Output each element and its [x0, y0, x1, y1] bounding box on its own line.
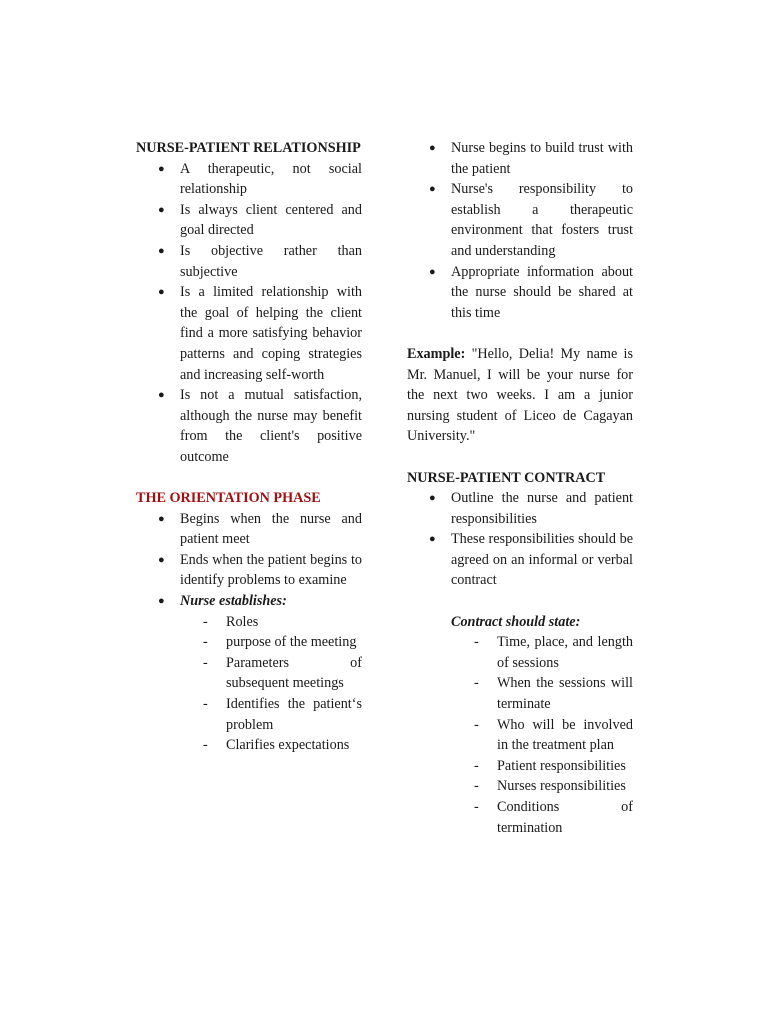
list-item: - Identifies the patient‘s problem: [136, 694, 362, 735]
list-item: ● A therapeutic, not social relationship: [136, 159, 362, 200]
orientation-list: [136, 509, 362, 612]
list-item: ● Is a limited relationship with the goal of helping the client find a more satisfying behavior patterns and coping strategies and increasing self-worth: [136, 282, 362, 385]
list-item: ● These responsibilities should be agreed on an informal or verbal contract: [407, 529, 633, 591]
spacer: [407, 591, 633, 612]
spacer: [407, 447, 633, 468]
list-item: ● Is not a mutual satisfaction, although the nurse may benefit from the client's positive outcome: [136, 385, 362, 467]
list-item: - When the sessions will terminate: [407, 673, 633, 714]
nurse-establishes-label: Nurse establishes:: [180, 593, 287, 610]
heading-nurse-patient-contract: NURSE-PATIENT CONTRACT: [407, 469, 606, 486]
list-item: - Conditions of termination: [407, 797, 633, 838]
contract-list: [407, 488, 633, 591]
list-item: - Clarifies expectations: [136, 735, 362, 756]
example-paragraph: [407, 344, 633, 447]
spacer: [407, 323, 633, 344]
relationship-list: [136, 159, 362, 468]
nurse-establishes-list: [136, 612, 362, 756]
list-item: ● Appropriate information about the nurse should be shared at this time: [407, 262, 633, 324]
list-item: - Nurses responsibilities: [407, 776, 633, 797]
list-item: ● Nurse's responsibility to establish a therapeutic environment that fosters trust and understanding: [407, 179, 633, 261]
heading-nurse-patient-relationship: NURSE-PATIENT RELATIONSHIP: [136, 140, 361, 156]
list-item: - Time, place, and length of sessions: [407, 632, 633, 673]
list-item: - Patient responsibilities: [407, 756, 633, 777]
spacer: [136, 468, 362, 489]
list-item: ● Outline the nurse and patient responsibilities: [407, 488, 633, 529]
trust-list: [407, 138, 633, 323]
list-item: ● Is objective rather than subjective: [136, 241, 362, 282]
left-column: [136, 138, 362, 756]
example-text: "Hello, Delia! My name is Mr. Manuel, I will be your nurse for the next two weeks. I am a junior nursing student of Liceo de Cagayan University.": [407, 345, 633, 445]
list-item: - Who will be involved in the treatment plan: [407, 715, 633, 756]
list-item-nurse-establishes: [136, 591, 362, 612]
list-item: ● Begins when the nurse and patient meet: [136, 509, 362, 550]
list-item: ● Ends when the patient begins to identify problems to examine: [136, 550, 362, 591]
example-label: Example:: [407, 345, 466, 362]
list-item: - purpose of the meeting: [136, 632, 362, 653]
list-item: ● Is always client centered and goal directed: [136, 200, 362, 241]
contract-should-state-label: Contract should state:: [451, 613, 581, 630]
contract-items-list: [407, 632, 633, 838]
list-item: - Roles: [136, 612, 362, 633]
list-item: ● Nurse begins to build trust with the patient: [407, 138, 633, 179]
right-column: [407, 138, 633, 838]
list-item: - Parameters of subsequent meetings: [136, 653, 362, 694]
heading-orientation-phase: THE ORIENTATION PHASE: [136, 490, 321, 507]
